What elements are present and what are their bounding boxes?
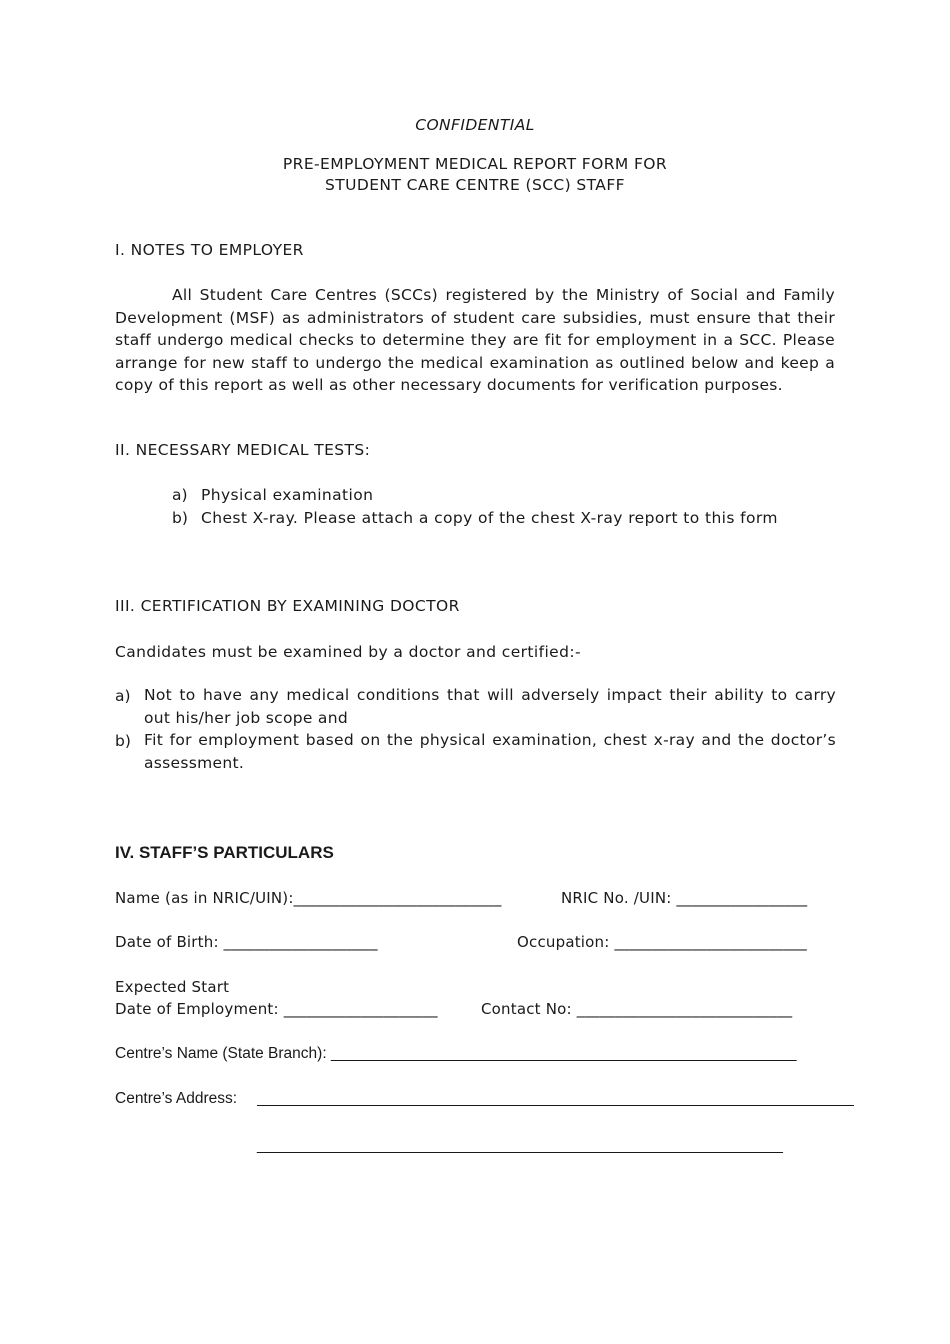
centre-address-line1[interactable] bbox=[257, 1105, 854, 1106]
contact-field[interactable]: Contact No: ____________________________ bbox=[481, 1000, 793, 1018]
confidential-label: CONFIDENTIAL bbox=[415, 116, 535, 134]
start-date-label: Expected Start bbox=[115, 978, 230, 996]
section3-intro: Candidates must be examined by a doctor and certified:- bbox=[115, 643, 581, 661]
section3-heading: III. CERTIFICATION BY EXAMINING DOCTOR bbox=[115, 597, 460, 615]
test-item-text: Chest X-ray. Please attach a copy of the chest X-ray report to this form bbox=[201, 509, 778, 527]
test-item-text: Physical examination bbox=[201, 486, 374, 504]
section4-heading: IV. STAFF’S PARTICULARS bbox=[115, 843, 334, 862]
centre-name-field[interactable]: Centre’s Name (State Branch): ______________________________________________________ bbox=[115, 1045, 797, 1062]
section1-paragraph bbox=[115, 284, 835, 397]
name-field[interactable]: Name (as in NRIC/UIN):___________________________ bbox=[115, 889, 502, 907]
form-title-line2: STUDENT CARE CENTRE (SCC) STAFF bbox=[325, 176, 625, 194]
cert-item-text: Not to have any medical conditions that will adversely impact their ability to carry out his/her job scope and bbox=[144, 686, 836, 727]
section1-heading: I. NOTES TO EMPLOYER bbox=[115, 241, 304, 259]
centre-address-label: Centre’s Address: bbox=[115, 1090, 238, 1107]
form-title-line1: PRE-EMPLOYMENT MEDICAL REPORT FORM FOR bbox=[282, 155, 668, 173]
start-date-field[interactable]: Date of Employment: ____________________ bbox=[115, 1000, 438, 1018]
section2-heading: II. NECESSARY MEDICAL TESTS: bbox=[115, 441, 371, 459]
cert-item-label: a) bbox=[115, 687, 131, 705]
section1-paragraph-text: All Student Care Centres (SCCs) registered by the Ministry of Social and Family Development (MSF) as administrators of student care subsidies, must ensure that their staff undergo medical checks to determine they are fit for employment in a SCC. Please arrange for new staff to undergo the medical examination as outlined below and keep a copy of this report as well as other necessary documents for verification purposes. bbox=[115, 286, 835, 394]
cert-item-label: b) bbox=[115, 732, 131, 750]
test-item-label: a) bbox=[172, 486, 188, 504]
occupation-field[interactable]: Occupation: _________________________ bbox=[517, 933, 807, 951]
nric-field[interactable]: NRIC No. /UIN: _________________ bbox=[561, 889, 808, 907]
test-item-label: b) bbox=[172, 509, 188, 527]
cert-item-text: Fit for employment based on the physical examination, chest x-ray and the doctor’s assessment. bbox=[144, 731, 836, 772]
dob-field[interactable]: Date of Birth: ____________________ bbox=[115, 933, 378, 951]
centre-address-line2[interactable]: _____________________________________________________________ bbox=[257, 1137, 783, 1154]
